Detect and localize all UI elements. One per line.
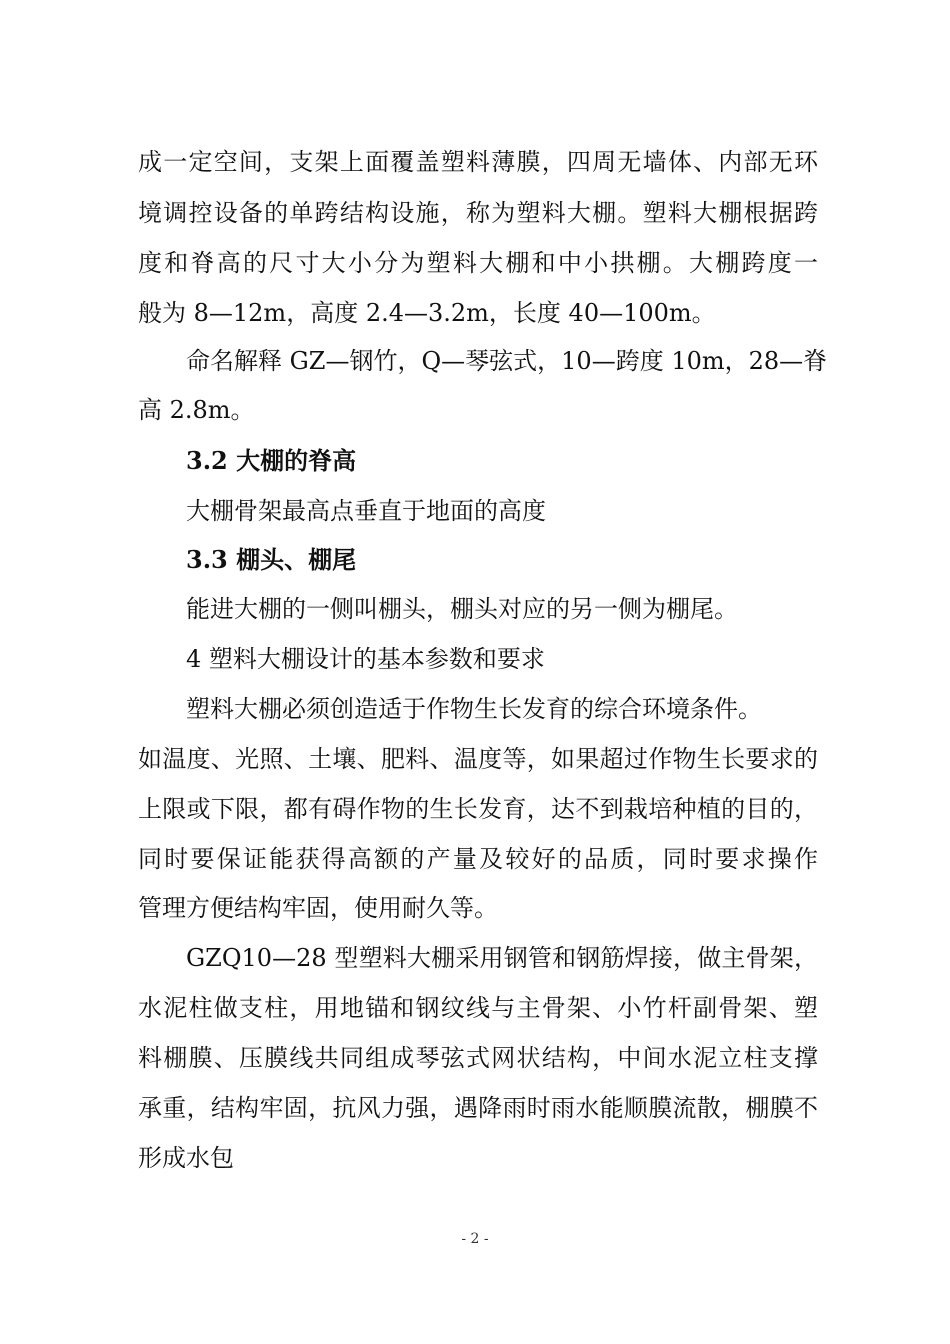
paragraph-line: 命名解释 GZ—钢竹，Q—琴弦式，10—跨度 10m，28—脊	[186, 347, 828, 375]
paragraph-line: 管理方便结构牢固，使用耐久等。	[138, 894, 498, 922]
paragraph-line: 高 2.8m。	[138, 396, 255, 424]
paragraph-line: 塑料大棚必须创造适于作物生长发育的综合环境条件。	[186, 695, 762, 723]
paragraph-line: 境调控设备的单跨结构设施，称为塑料大棚。塑料大棚根据跨	[138, 199, 818, 227]
paragraph-line: 形成水包	[138, 1144, 234, 1172]
section-heading: 4 塑料大棚设计的基本参数和要求	[186, 645, 545, 673]
paragraph-line: 承重，结构牢固，抗风力强，遇降雨时雨水能顺膜流散，棚膜不	[138, 1094, 818, 1122]
paragraph-line: 料棚膜、压膜线共同组成琴弦式网状结构，中间水泥立柱支撑	[138, 1044, 818, 1072]
paragraph-line: 大棚骨架最高点垂直于地面的高度	[186, 497, 546, 525]
page-number: - 2 -	[461, 1231, 489, 1247]
paragraph-line: 能进大棚的一侧叫棚头，棚头对应的另一侧为棚尾。	[186, 595, 738, 623]
paragraph-line: 般为 8—12m，高度 2.4—3.2m，长度 40—100m。	[138, 299, 716, 327]
paragraph-line: 上限或下限，都有碍作物的生长发育，达不到栽培种植的目的，	[138, 795, 818, 823]
paragraph-line: 如温度、光照、土壤、肥料、温度等，如果超过作物生长要求的	[138, 745, 818, 773]
paragraph-line: 同时要保证能获得高额的产量及较好的品质，同时要求操作	[138, 845, 818, 873]
section-heading: 3.3 棚头、棚尾	[186, 545, 357, 574]
section-heading: 3.2 大棚的脊高	[186, 446, 357, 475]
paragraph-line: GZQ10—28 型塑料大棚采用钢管和钢筋焊接，做主骨架，	[186, 944, 818, 972]
paragraph-line: 成一定空间，支架上面覆盖塑料薄膜，四周无墙体、内部无环	[138, 148, 818, 176]
paragraph-line: 水泥柱做支柱，用地锚和钢纹线与主骨架、小竹杆副骨架、塑	[138, 994, 818, 1022]
paragraph-line: 度和脊高的尺寸大小分为塑料大棚和中小拱棚。大棚跨度一	[138, 249, 818, 277]
